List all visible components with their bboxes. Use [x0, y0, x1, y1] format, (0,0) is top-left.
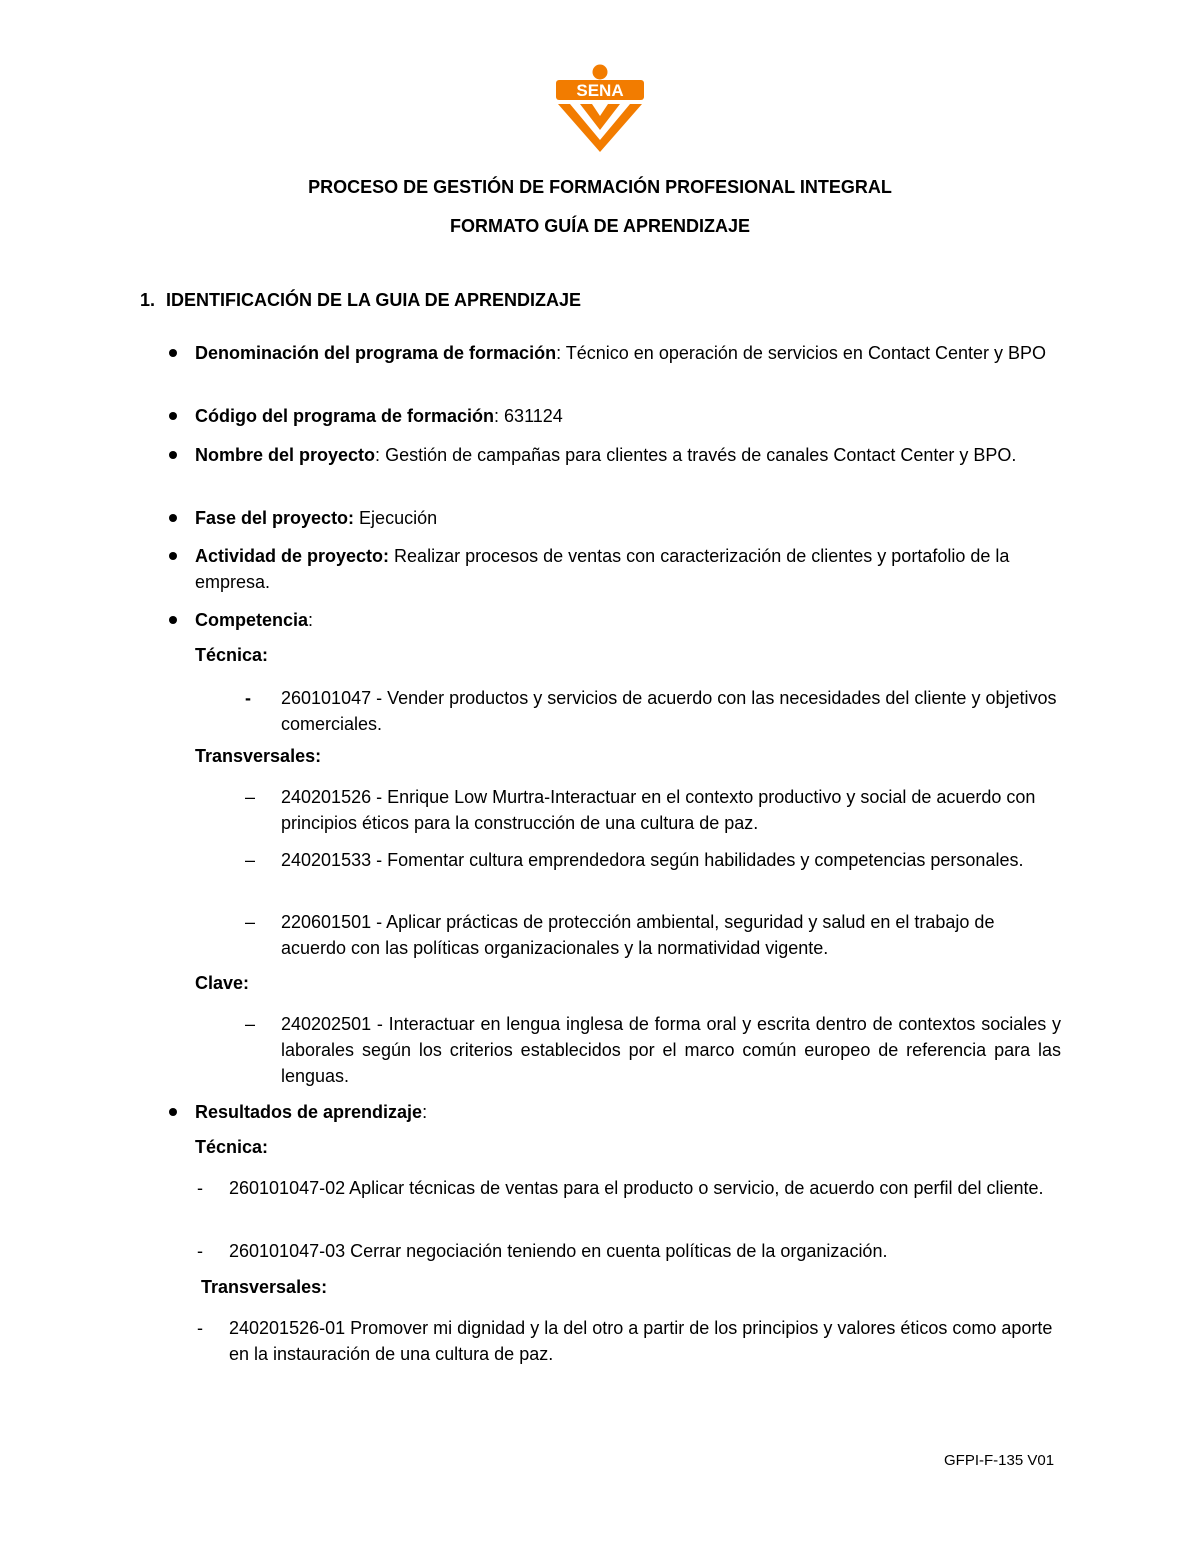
- competencia-clave-label: Clave:: [195, 973, 250, 993]
- list-item: - 240201526-01 Promover mi dignidad y la del otro a partir de los principios y valores éticos como aporte en la instauración de una cultura de paz.: [229, 1315, 1064, 1367]
- list-item: – 240201533 - Fomentar cultura emprendedora según habilidades y competencias personales.: [281, 847, 1061, 873]
- document-subtitle: FORMATO GUÍA DE APRENDIZAJE: [449, 216, 750, 236]
- section-title: IDENTIFICACIÓN DE LA GUIA DE APRENDIZAJE: [166, 290, 582, 310]
- field-program-name: Denominación del programa de formación: Técnico en operación de servicios en Contact Center y BPO: [195, 340, 1065, 366]
- section-heading: [140, 290, 581, 311]
- list-item: – 220601501 - Aplicar prácticas de protección ambiental, seguridad y salud en el trabajo de acuerdo con las políticas organizacionales y la normatividad vigente.: [281, 909, 1061, 961]
- dash-marker: –: [245, 850, 256, 870]
- field-resultados: Resultados de aprendizaje:: [195, 1099, 1065, 1125]
- list-item: - 260101047-03 Cerrar negociación teniendo en cuenta políticas de la organización.: [229, 1238, 1064, 1264]
- field-project-activity: Actividad de proyecto: Realizar procesos de ventas con caracterización de clientes y portafolio de la empresa.: [195, 543, 1065, 595]
- list-item: - 260101047-02 Aplicar técnicas de ventas para el producto o servicio, de acuerdo con perfil del cliente.: [229, 1175, 1064, 1201]
- list-item: – 240201526 - Enrique Low Murtra-Interactuar en el contexto productivo y social de acuerdo con principios éticos para la construcción de una cultura de paz.: [281, 784, 1061, 836]
- dash-marker: -: [197, 1241, 203, 1261]
- list-item: – 240202501 - Interactuar en lengua inglesa de forma oral y escrita dentro de contextos sociales y laborales según los criterios establecidos por el marco común europeo de referencia para las lenguas.: [281, 1011, 1061, 1089]
- field-program-code: Código del programa de formación: 631124: [195, 403, 1065, 429]
- field-project-phase: Fase del proyecto: Ejecución: [195, 505, 1065, 531]
- section-number: 1.: [140, 290, 156, 310]
- resultados-tecnica-label: Técnica:: [195, 1137, 269, 1157]
- sena-logo: [554, 64, 646, 152]
- field-competencia: Competencia:: [195, 607, 1065, 633]
- document-code: GFPI-F-135 V01: [944, 1452, 1055, 1469]
- document-title: PROCESO DE GESTIÓN DE FORMACIÓN PROFESIONAL INTEGRAL: [308, 177, 892, 197]
- dash-marker: –: [245, 1014, 256, 1034]
- dash-marker: –: [245, 912, 256, 932]
- list-item: - 260101047 - Vender productos y servicios de acuerdo con las necesidades del cliente y objetivos comerciales.: [281, 685, 1061, 737]
- dash-marker: -: [197, 1318, 203, 1338]
- dash-marker: -: [197, 1178, 203, 1198]
- dash-marker: –: [245, 787, 256, 807]
- competencia-tecnica-label: Técnica:: [195, 645, 269, 665]
- competencia-transversales-label: Transversales:: [195, 746, 322, 766]
- svg-text:SENA: SENA: [576, 81, 624, 100]
- dash-marker: -: [245, 688, 251, 708]
- resultados-transversales-label: Transversales:: [201, 1277, 328, 1297]
- field-project-name: Nombre del proyecto: Gestión de campañas para clientes a través de canales Contact Center y BPO.: [195, 442, 1065, 468]
